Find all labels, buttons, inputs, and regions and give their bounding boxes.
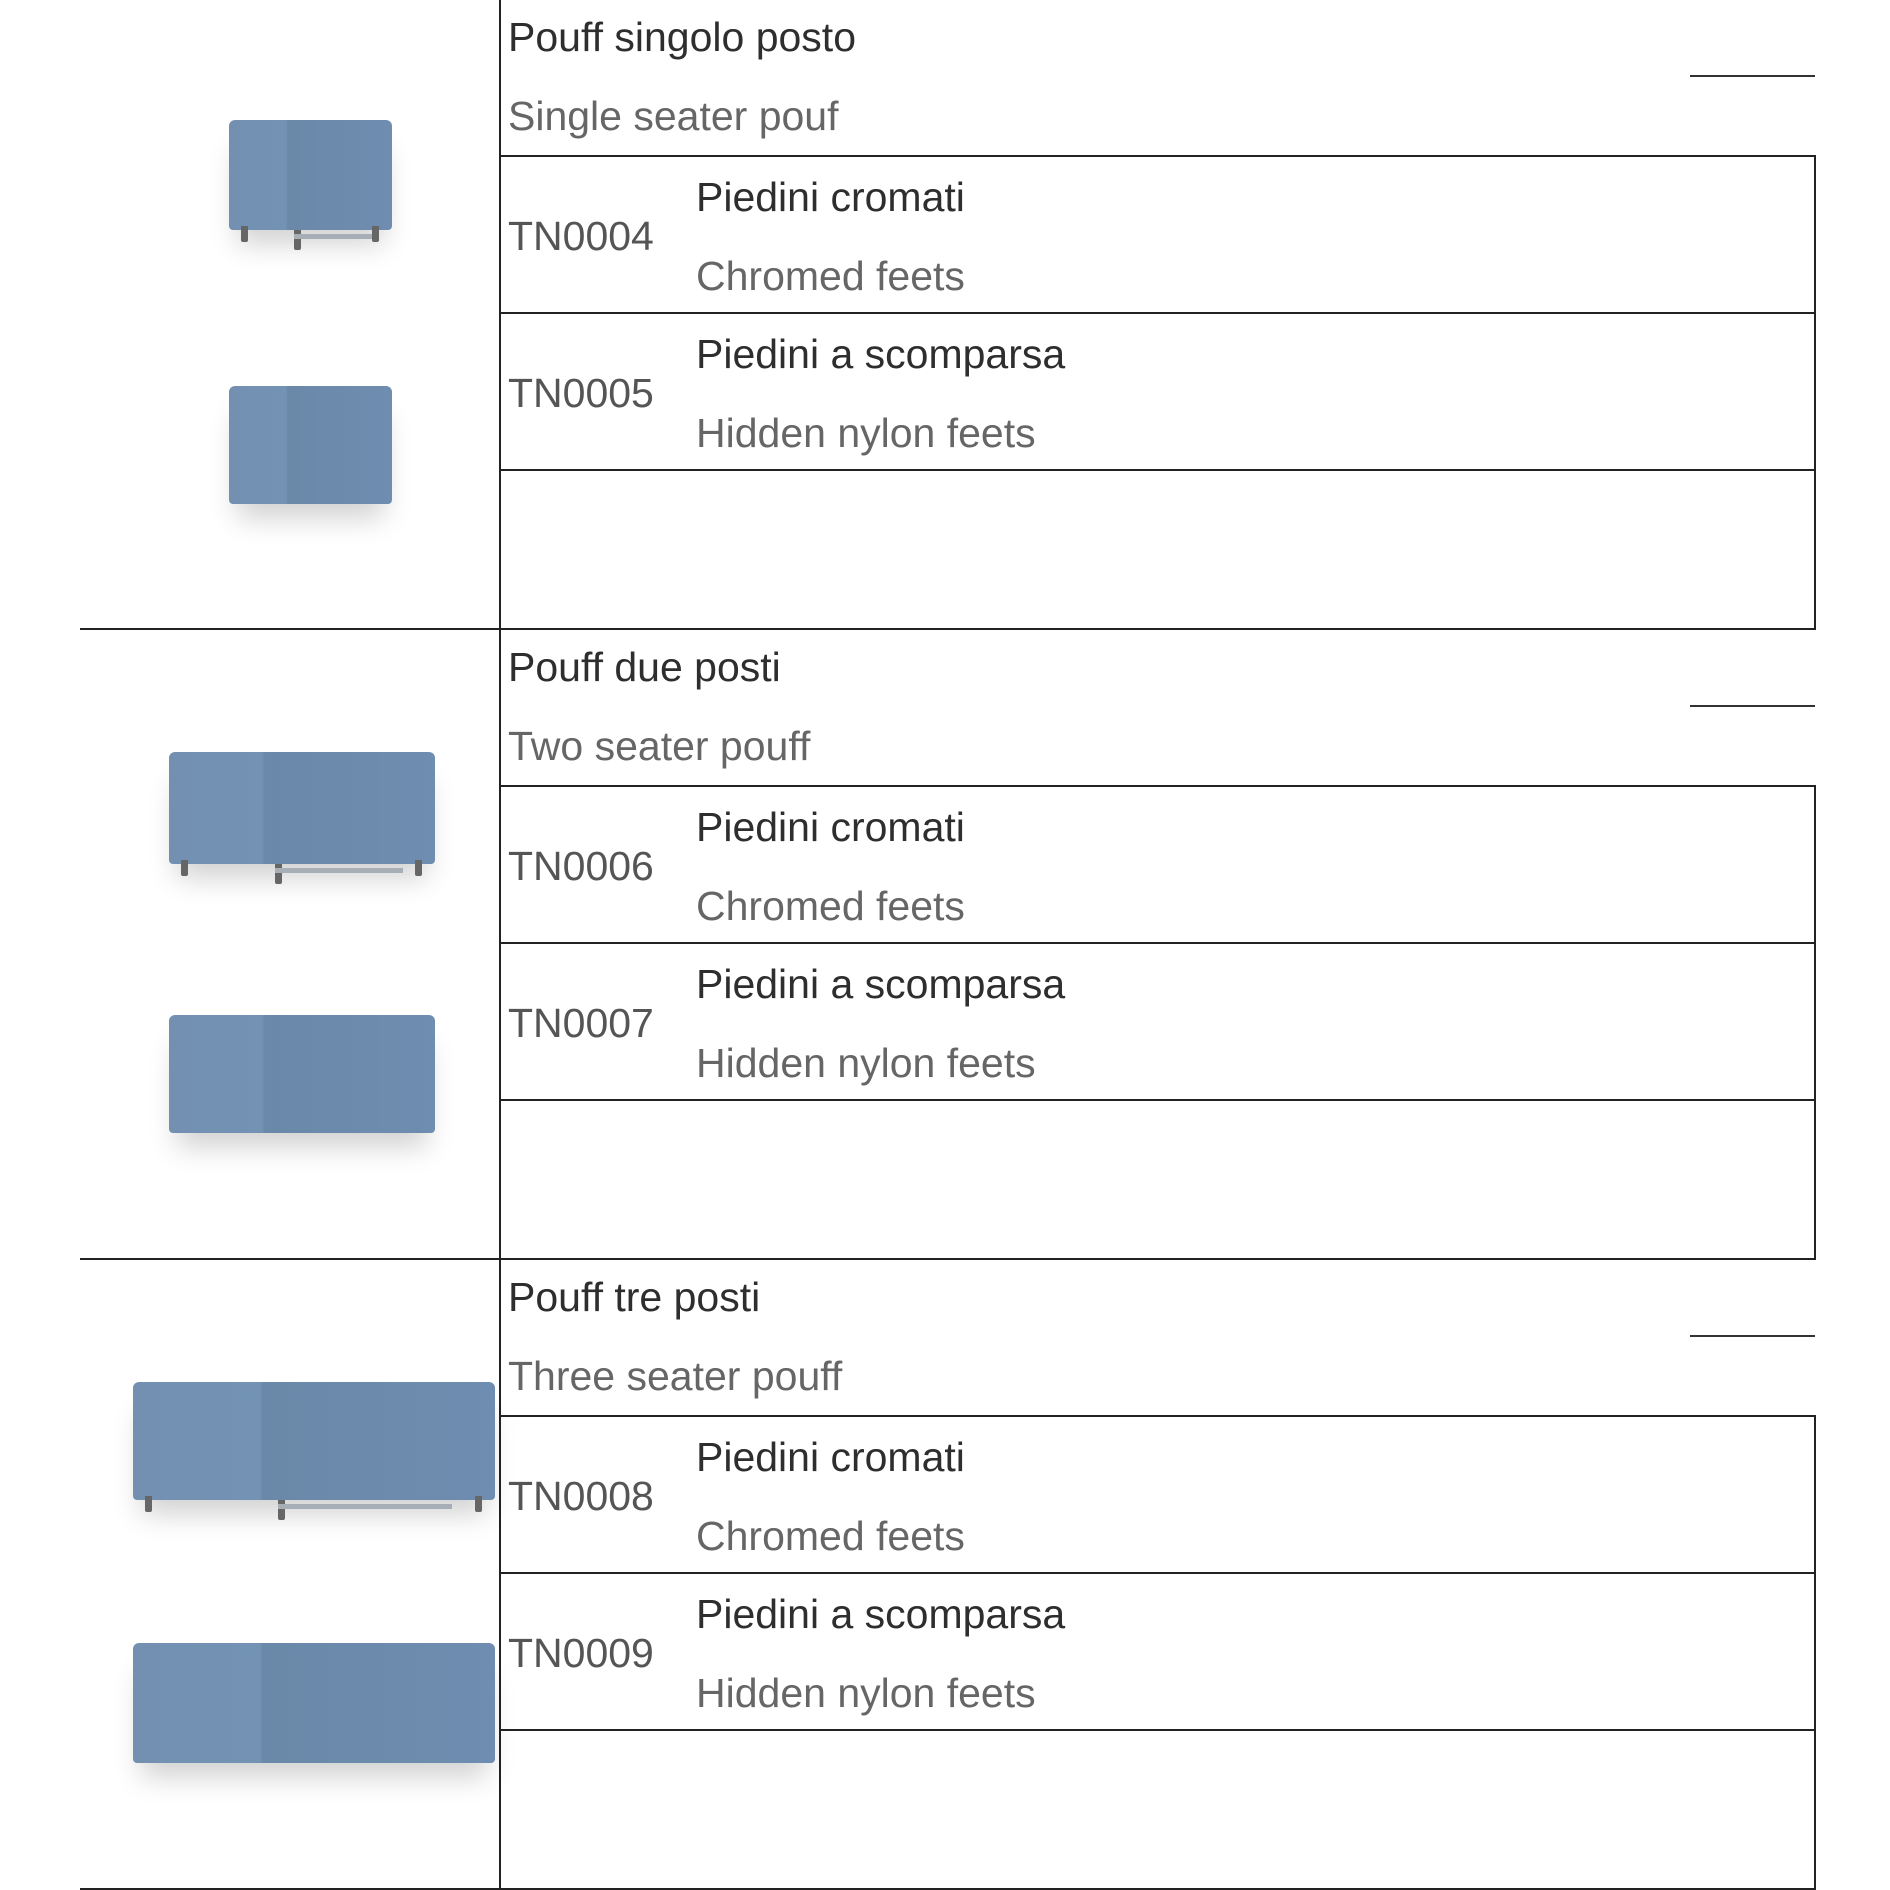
variant-row: [500, 1415, 1814, 1574]
variant-name-en: Hidden nylon feets: [696, 1040, 1036, 1086]
variant-row: [500, 942, 1814, 1101]
price-blank-line: [1690, 1335, 1815, 1337]
product-subtitle: Single seater pouf: [508, 93, 839, 139]
pouf-image: [169, 1015, 435, 1155]
pouf-image: [133, 1382, 495, 1522]
product-code: TN0004: [508, 213, 654, 259]
product-section: [0, 0, 1890, 630]
variant-name-it: Piedini cromati: [696, 1434, 965, 1480]
variant-name-it: Piedini cromati: [696, 174, 965, 220]
product-section: [0, 630, 1890, 1260]
variant-table: [500, 785, 1816, 1258]
product-code: TN0007: [508, 1000, 654, 1046]
product-code: TN0005: [508, 370, 654, 416]
product-subtitle: Three seater pouff: [508, 1353, 843, 1399]
variant-table: [500, 1415, 1816, 1888]
variant-name-en: Hidden nylon feets: [696, 410, 1036, 456]
variant-name-it: Piedini a scomparsa: [696, 331, 1066, 377]
variant-row: [500, 312, 1814, 471]
variant-table: [500, 155, 1816, 628]
product-title: Pouff due posti: [508, 644, 781, 690]
empty-row: [500, 469, 1814, 628]
variant-name-en: Chromed feets: [696, 883, 965, 929]
product-title: Pouff singolo posto: [508, 14, 856, 60]
variant-name-it: Piedini a scomparsa: [696, 1591, 1066, 1637]
pouf-image: [229, 120, 392, 252]
empty-row: [500, 1729, 1814, 1888]
variant-name-en: Hidden nylon feets: [696, 1670, 1036, 1716]
variant-name-it: Piedini a scomparsa: [696, 961, 1066, 1007]
variant-name-en: Chromed feets: [696, 1513, 965, 1559]
pouf-image: [229, 386, 392, 526]
price-blank-line: [1690, 75, 1815, 77]
product-section: [0, 1260, 1890, 1890]
product-code: TN0009: [508, 1630, 654, 1676]
variant-name-en: Chromed feets: [696, 253, 965, 299]
variant-row: [500, 785, 1814, 944]
pouf-image: [169, 752, 435, 886]
variant-row: [500, 1572, 1814, 1731]
variant-name-it: Piedini cromati: [696, 804, 965, 850]
product-code: TN0006: [508, 843, 654, 889]
product-subtitle: Two seater pouff: [508, 723, 811, 769]
variant-row: [500, 155, 1814, 314]
empty-row: [500, 1099, 1814, 1258]
product-title: Pouff tre posti: [508, 1274, 761, 1320]
pouf-image: [133, 1643, 495, 1785]
product-code: TN0008: [508, 1473, 654, 1519]
price-blank-line: [1690, 705, 1815, 707]
